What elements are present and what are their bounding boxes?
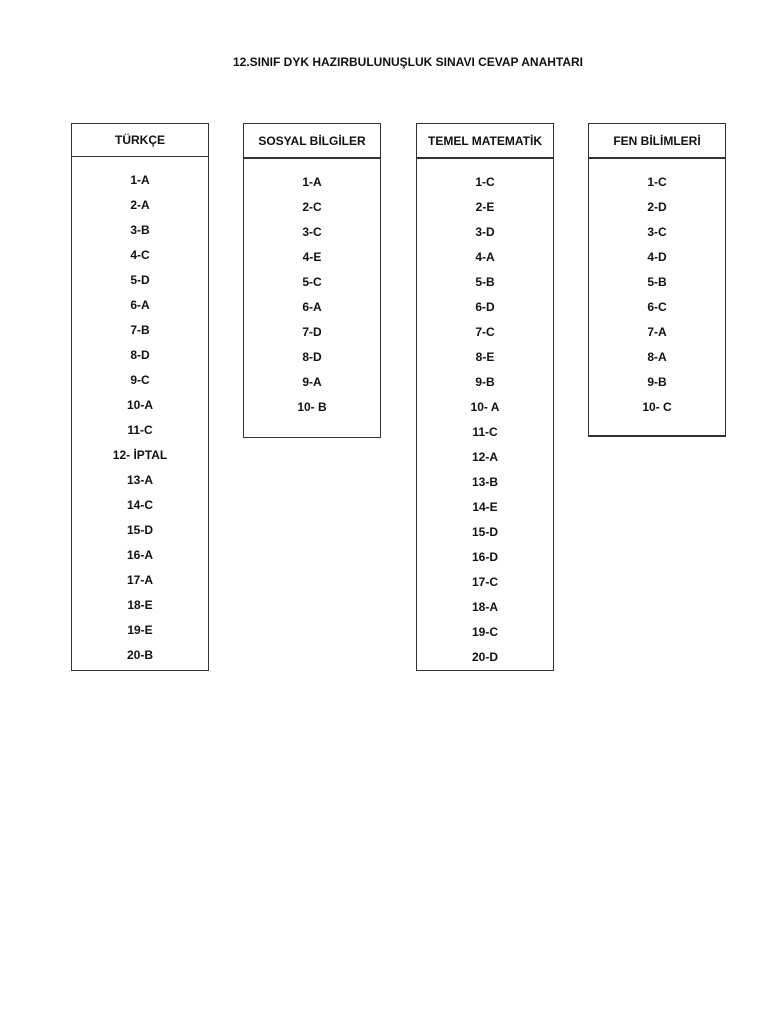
answer-item: 9-B	[475, 375, 495, 389]
answer-item: 1-A	[130, 173, 150, 187]
answer-item: 1-C	[475, 175, 495, 189]
answer-item: 4-A	[475, 250, 495, 264]
answer-item: 5-B	[475, 275, 495, 289]
answer-item: 3-C	[647, 225, 667, 239]
column-header: TÜRKÇE	[72, 124, 208, 157]
column-header: FEN BİLİMLERİ	[589, 124, 725, 159]
answer-item: 4-E	[302, 250, 322, 264]
answer-item: 14-C	[126, 498, 153, 512]
answer-item: 13-A	[126, 473, 153, 487]
answer-column-fen-bilimleri	[588, 123, 726, 437]
answer-item: 3-C	[302, 225, 322, 239]
answer-item: 10- A	[470, 400, 500, 414]
answer-item: 8-A	[647, 350, 667, 364]
answer-item: 7-B	[130, 323, 150, 337]
answer-item: 4-C	[130, 248, 150, 262]
answer-item: 6-A	[130, 298, 150, 312]
answer-item: 6-C	[647, 300, 667, 314]
answer-item: 7-A	[647, 325, 667, 339]
answer-item: 20-B	[126, 648, 153, 662]
answer-item: 9-A	[302, 375, 322, 389]
answer-item: 16-A	[126, 548, 153, 562]
answer-item: 8-D	[302, 350, 322, 364]
answer-item: 10- B	[297, 400, 327, 414]
answer-list	[589, 159, 725, 420]
answer-list	[417, 159, 553, 670]
answer-item: 5-C	[302, 275, 322, 289]
answer-item: 10-A	[126, 398, 153, 412]
answer-item: 14-E	[472, 500, 498, 514]
answer-item: 2-E	[475, 200, 495, 214]
answer-item: 12- İPTAL	[112, 448, 168, 462]
answer-item: 1-A	[302, 175, 322, 189]
answer-item: 2-D	[647, 200, 667, 214]
column-header: TEMEL MATEMATİK	[417, 124, 553, 159]
answer-item: 11-C	[127, 423, 153, 437]
answer-item: 5-D	[130, 273, 150, 287]
answer-item: 3-D	[475, 225, 495, 239]
answer-item: 15-D	[126, 523, 153, 537]
answer-item: 1-C	[647, 175, 667, 189]
answer-item: 18-E	[127, 598, 153, 612]
answer-item: 7-D	[302, 325, 322, 339]
answer-item: 11-C	[472, 425, 498, 439]
answer-item: 19-E	[127, 623, 153, 637]
answer-column-temel-matematik	[416, 123, 554, 671]
answer-list	[72, 157, 208, 668]
answer-item: 2-A	[130, 198, 150, 212]
column-header: SOSYAL BİLGİLER	[244, 124, 380, 159]
answer-item: 12-A	[471, 450, 498, 464]
answer-item: 15-D	[471, 525, 498, 539]
answer-item: 9-B	[647, 375, 667, 389]
answer-item: 20-D	[471, 650, 498, 664]
answer-item: 18-A	[471, 600, 498, 614]
answer-column-turkce	[71, 123, 209, 671]
answer-item: 5-B	[647, 275, 667, 289]
answer-item: 16-D	[471, 550, 498, 564]
answer-item: 8-E	[475, 350, 495, 364]
answer-item: 6-D	[475, 300, 495, 314]
answer-column-sosyal-bilgiler	[243, 123, 381, 438]
answer-item: 17-C	[471, 575, 498, 589]
answer-item: 17-A	[126, 573, 153, 587]
answer-item: 4-D	[647, 250, 667, 264]
answer-item: 9-C	[130, 373, 150, 387]
answer-list	[244, 159, 380, 420]
answer-item: 10- C	[642, 400, 672, 414]
page-title: 12.SINIF DYK HAZIRBULUNUŞLUK SINAVI CEVAP ANAHTARI	[232, 55, 584, 69]
answer-item: 8-D	[130, 348, 150, 362]
answer-item: 6-A	[302, 300, 322, 314]
answer-item: 7-C	[475, 325, 495, 339]
answer-item: 2-C	[302, 200, 322, 214]
answer-item: 3-B	[130, 223, 150, 237]
answer-item: 13-B	[471, 475, 498, 489]
answer-item: 19-C	[471, 625, 498, 639]
